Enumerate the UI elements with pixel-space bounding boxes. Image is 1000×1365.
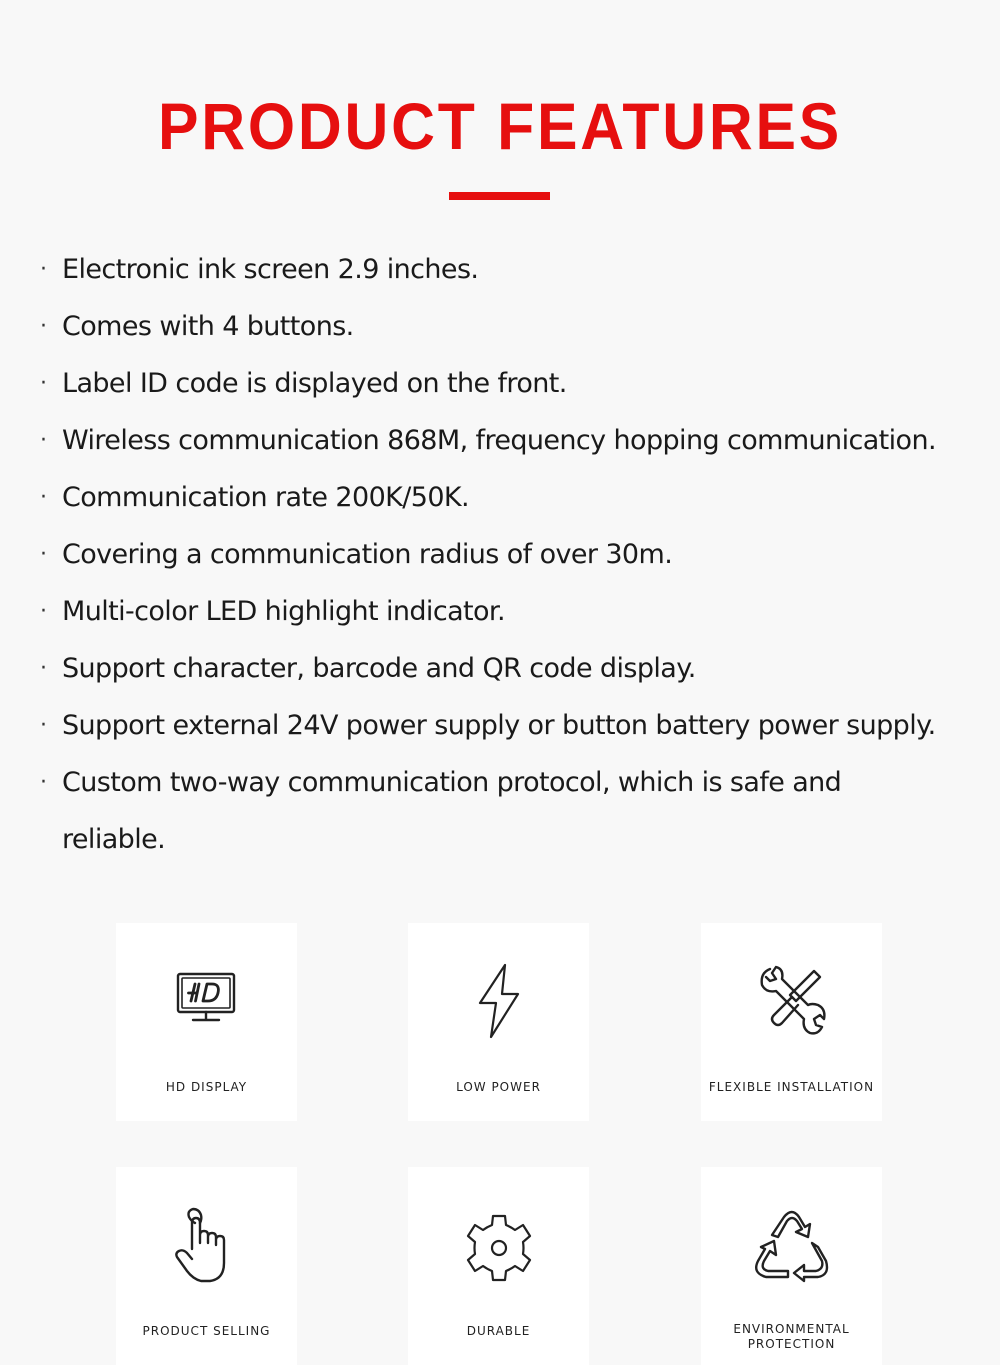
- feature-text: Support character, barcode and QR code display.: [62, 653, 696, 684]
- card-label: HD DISPLAY: [165, 1080, 248, 1094]
- card-label: FLEXIBLE INSTALLATION: [708, 1080, 875, 1094]
- page-title: PRODUCT FEATURES: [158, 89, 842, 163]
- feature-item: [40, 697, 970, 754]
- recycle-icon: [752, 1207, 832, 1287]
- feature-item: [40, 241, 970, 298]
- feature-card-hd-display: [116, 923, 297, 1121]
- feature-item: [40, 355, 970, 412]
- gear-icon: [459, 1208, 539, 1288]
- bullet-dot: ·: [40, 371, 47, 396]
- feature-text: Support external 24V power supply or button battery power supply.: [62, 710, 936, 741]
- feature-item: [40, 298, 970, 355]
- feature-text: Wireless communication 868M, frequency hopping communication.: [62, 425, 936, 456]
- hd-monitor-icon: [167, 957, 247, 1037]
- bullet-dot: ·: [40, 314, 47, 339]
- bullet-dot: ·: [40, 656, 47, 681]
- card-label: PRODUCT SELLING: [142, 1324, 271, 1338]
- feature-card-flexible-installation: [701, 923, 882, 1121]
- feature-item: [40, 583, 970, 640]
- feature-text: Communication rate 200K/50K.: [62, 482, 470, 513]
- feature-item: [40, 469, 970, 526]
- feature-item: [40, 526, 970, 583]
- card-label: DURABLE: [466, 1324, 531, 1338]
- feature-text: Covering a communication radius of over 30m.: [62, 539, 673, 570]
- bullet-dot: ·: [40, 542, 47, 567]
- bullet-dot: ·: [40, 485, 47, 510]
- lightning-bolt-icon: [459, 961, 539, 1041]
- card-label: ENVIRONMENTAL PROTECTION: [733, 1322, 850, 1351]
- title-underline: [449, 192, 550, 200]
- feature-text: Electronic ink screen 2.9 inches.: [62, 254, 479, 285]
- tools-icon: [752, 959, 832, 1039]
- feature-item: [40, 412, 970, 469]
- feature-card-environmental-protection: [701, 1167, 882, 1365]
- feature-text: Comes with 4 buttons.: [62, 311, 354, 342]
- feature-text: Multi-color LED highlight indicator.: [62, 596, 505, 627]
- feature-text: Label ID code is displayed on the front.: [62, 368, 567, 399]
- feature-item: [40, 640, 970, 697]
- bullet-dot: ·: [40, 770, 47, 795]
- feature-card-low-power: [408, 923, 589, 1121]
- features-list: [40, 241, 970, 868]
- pointing-hand-icon: [167, 1207, 247, 1287]
- feature-item: [40, 754, 922, 868]
- bullet-dot: ·: [40, 428, 47, 453]
- card-label: LOW POWER: [456, 1080, 541, 1094]
- bullet-dot: ·: [40, 257, 47, 282]
- bullet-dot: ·: [40, 599, 47, 624]
- bullet-dot: ·: [40, 713, 47, 738]
- feature-card-product-selling: [116, 1167, 297, 1365]
- feature-card-durable: [408, 1167, 589, 1365]
- feature-text: Custom two-way communication protocol, which is safe and reliable.: [62, 767, 842, 855]
